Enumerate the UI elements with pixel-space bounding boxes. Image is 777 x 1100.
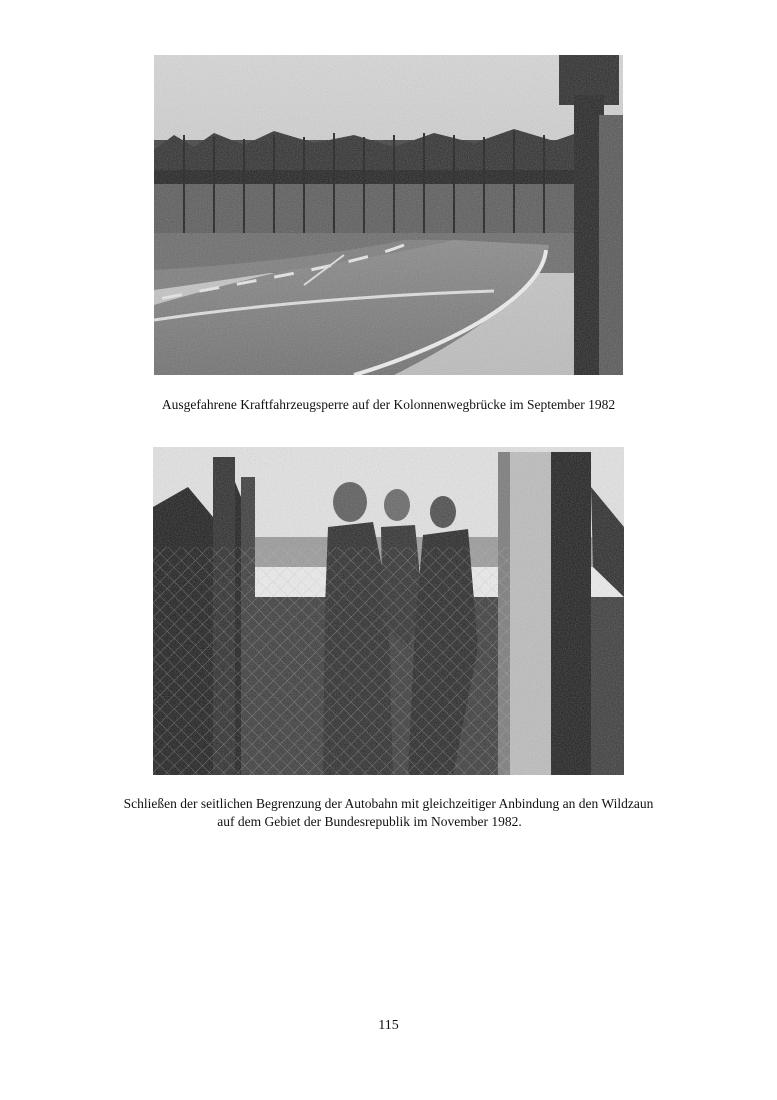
figure-caption-2-line-2: auf dem Gebiet der Bundesrepublik im November 1982.: [217, 814, 522, 829]
photo-vehicle-barrier-bridge-image: [154, 55, 623, 375]
figure-caption-1: Ausgefahrene Kraftfahrzeugsperre auf der Kolonnenwegbrücke im September 1982: [161, 397, 616, 412]
page-number: 115: [378, 1018, 399, 1033]
photo-fence-closure-image: [153, 447, 624, 775]
figure-caption-2-line-1: Schließen der seitlichen Begrenzung der Autobahn mit gleichzeitiger Anbindung an den Wildzaun: [123, 796, 654, 811]
photo-vehicle-barrier-bridge: [154, 55, 623, 375]
figure-caption-2: [0, 795, 777, 831]
photo-fence-closure: [153, 447, 624, 775]
